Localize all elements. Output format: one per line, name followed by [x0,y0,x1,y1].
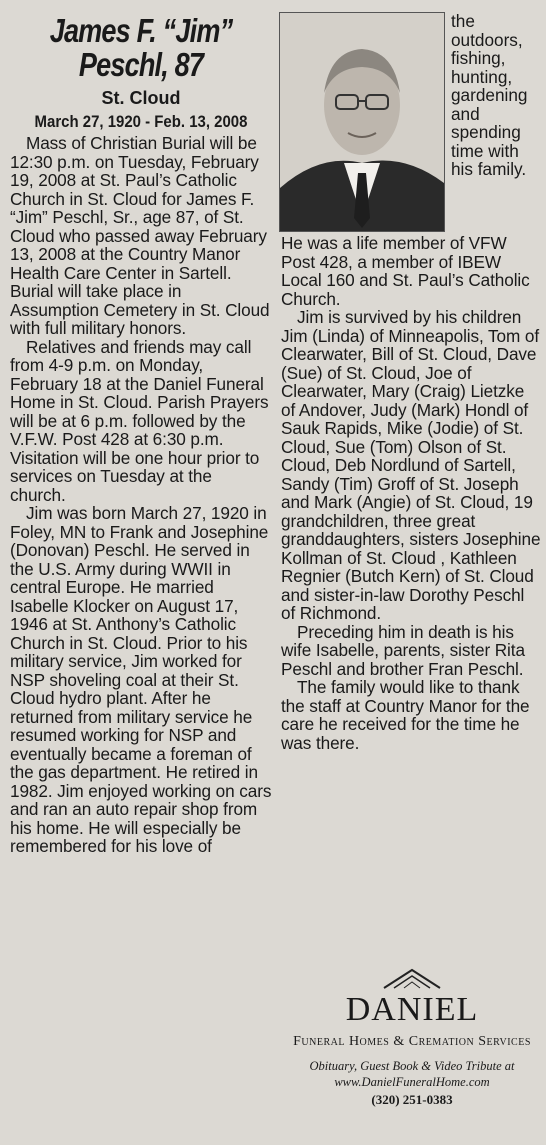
left-body [10,134,272,856]
funeral-home-tagline: Funeral Homes & Cremation Services [293,1034,531,1049]
left-column [10,0,272,856]
paragraph-biography: Jim was born March 27, 1920 in Foley, MN to Frank and Josephine (Donovan) Peschl. He served in the U.S. Army during WWII in central Europe. He married Isabelle Klocker on August 17, 1946 at St. Anthony’s Catholic Church in St. Cloud. Prior to his military service, Jim worked for NSP shoveling coal at their St. Cloud hydro plant. After he returned from military service he resumed working for NSP and eventually became a foreman of the gas department. He retired in 1982. Jim enjoyed working on cars and ran an auto repair shop from his home. He will especially be remembered for his love of [10,503,272,856]
decedent-name [34,14,249,82]
tribute-line: Obituary, Guest Book & Video Tribute at [309,1059,515,1073]
phone-number: (320) 251-0383 [371,1092,453,1107]
portrait-photo [279,12,445,232]
funeral-home-ad [281,968,543,1108]
life-dates: March 27, 1920 - Feb. 13, 2008 [34,112,248,131]
roof-logo-icon [382,968,442,990]
paragraph-survivors: Jim is survived by his children Jim (Linda) of Minneapolis, Tom of Clearwater, Bill of St. Cloud, Dave (Sue) of St. Cloud, Joe of Clearwater, Mary (Craig) Lietzke of Andover, Judy (Mark) Hondl of Sauk Rapids, Mike (Jodie) of St. Cloud, Sue (Tom) Olson of St. Cloud, Deb Nordlund of Sartell, Sandy (Tim) Groff of St. Joseph and Mark (Angie) of St. Cloud, 19 grandchildren, three great granddaughters, sisters Josephine Kollman of St. Cloud , Kathleen Regnier (Butch Kern) of St. Cloud and sister-in-law Dorothy Peschl of Richmond. [281,307,541,623]
funeral-home-name: DANIEL [345,991,479,1028]
portrait-image [280,13,444,231]
name-line-2: Peschl, 87 [78,46,204,83]
paragraph-thanks: The family would like to thank the staff at Country Manor for the care he received for the time he was there. [281,677,530,753]
paragraph-visitation: Relatives and friends may call from 4-9 p.m. on Monday, February 18 at the Daniel Funeral Home in St. Cloud. Parish Prayers will be at 6 p.m. followed by the V.F.W. Post 428 at 6:30 p.m. Visitation will be one hour prior to services on Tuesday at the church. [10,336,269,505]
website-link[interactable]: www.DanielFuneralHome.com [334,1075,490,1089]
paragraph-burial: Mass of Christian Burial will be 12:30 p.m. on Tuesday, February 19, 2008 at St. Paul’s Catholic Church in St. Cloud for James F. “Jim” Peschl, Sr., age 87, of St. Cloud who passed away February 13, 2008 at the Country Manor Health Care Center in Sartell. Burial will take place in Assumption Cemetery in St. Cloud with full military honors. [10,133,270,338]
paragraph-preceded: Preceding him in death is his wife Isabelle, parents, sister Rita Peschl and brother Fran Peschl. [281,621,525,679]
right-top-text: the outdoors, fishing, hunting, gardening and spending time with his family. [451,11,528,179]
paragraph-memberships: He was a life member of VFW Post 428, a member of IBEW Local 160 and St. Paul’s Catholic Church. [281,233,530,309]
city-label: St. Cloud [101,88,181,108]
name-line-1: James F. “Jim” [49,12,233,49]
right-column [281,234,543,752]
